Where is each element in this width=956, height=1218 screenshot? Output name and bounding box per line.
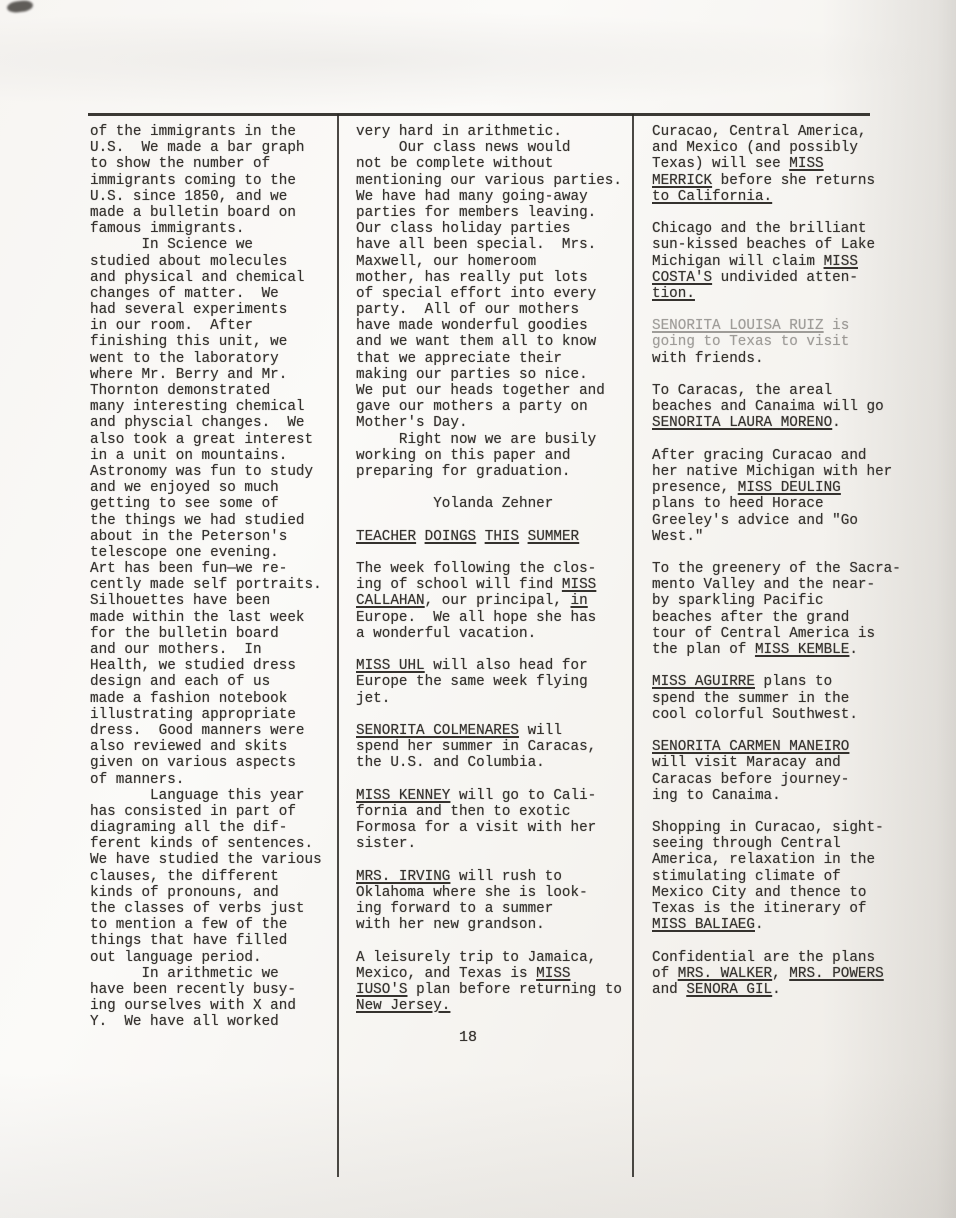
- text-line: illustrating appropriate: [90, 706, 296, 723]
- text-line: Europe the same week flying: [356, 674, 588, 691]
- text-line: a wonderful vacation.: [356, 625, 537, 642]
- text-line: [652, 367, 954, 383]
- text-line: parties for members leaving.: [356, 204, 597, 221]
- text-line: the things we had studied: [90, 512, 305, 529]
- text-line: cool colorful Southwest.: [652, 706, 858, 723]
- text-line: mento Valley and the near-: [652, 577, 876, 594]
- text-line: We put our heads together and: [356, 383, 605, 399]
- text-line: Our class holiday parties: [356, 221, 571, 238]
- scan-smudge-mark: [6, 0, 33, 14]
- column-class-news-and-teacher-doings: [356, 124, 634, 1014]
- text-line: Our class news would: [356, 140, 571, 157]
- text-line: seeing through Central: [652, 836, 841, 853]
- text-line: also took a great interest: [90, 431, 314, 448]
- text-line: to mention a few of the: [90, 917, 288, 934]
- text-line: for the bulletin board: [90, 625, 279, 642]
- text-line: [356, 933, 634, 949]
- text-line: MRS. IRVING will rush to: [356, 868, 562, 885]
- text-line: MISS AGUIRRE plans to: [652, 674, 833, 691]
- text-line: [356, 852, 634, 868]
- text-line: In arithmetic we: [90, 965, 279, 982]
- text-line: stimulating climate of: [652, 868, 841, 885]
- text-line: Confidential are the plans: [652, 949, 876, 966]
- text-line: made within the last week: [90, 609, 305, 626]
- text-line: IUSO'S plan before returning to: [356, 981, 622, 998]
- text-line: Texas is the itinerary of: [652, 901, 867, 917]
- text-line: has consisted in part of: [90, 803, 296, 820]
- text-line: of manners.: [90, 771, 185, 788]
- text-line: finishing this unit, we: [90, 334, 288, 351]
- text-line: [652, 658, 954, 674]
- text-line: ferent kinds of sentences.: [90, 836, 314, 853]
- text-line: [652, 933, 954, 949]
- text-line: ing ourselves with X and: [90, 998, 296, 1015]
- text-line: cently made self portraits.: [90, 577, 322, 594]
- text-line: mentioning our various parties.: [356, 172, 622, 189]
- text-line: Mexico City and thence to: [652, 884, 867, 901]
- text-line: tion.: [652, 285, 695, 302]
- text-line: Shopping in Curacao, sight-: [652, 820, 884, 837]
- text-line: Michigan will claim MISS: [652, 253, 858, 270]
- text-line: Chicago and the brilliant: [652, 221, 867, 238]
- text-line: in a unit on mountains.: [90, 447, 288, 464]
- text-line: MISS KENNEY will go to Cali-: [356, 787, 597, 804]
- text-line: the plan of MISS KEMBLE.: [652, 642, 858, 658]
- text-line: Right now we are busily: [356, 431, 597, 448]
- text-line: U.S. We made a bar graph: [90, 140, 305, 157]
- text-line: SENORITA CARMEN MANEIRO: [652, 739, 850, 756]
- text-line: famous immigrants.: [90, 221, 245, 238]
- text-line: and Mexico (and possibly: [652, 140, 858, 157]
- text-line: changes of matter. We: [90, 285, 279, 302]
- text-line: [652, 205, 954, 221]
- text-line: of special effort into every: [356, 285, 597, 302]
- text-line: of the immigrants in the: [90, 124, 296, 140]
- text-line: West.": [652, 528, 704, 545]
- text-line: ing of school will find MISS: [356, 577, 597, 594]
- text-line: U.S. since 1850, and we: [90, 188, 288, 205]
- text-line: diagraming all the dif-: [90, 820, 288, 837]
- text-line: had several experiments: [90, 302, 288, 319]
- text-line: sun-kissed beaches of Lake: [652, 237, 876, 254]
- text-line: [356, 513, 634, 529]
- text-line: Texas) will see MISS: [652, 156, 824, 173]
- text-line: Greeley's advice and "Go: [652, 512, 858, 529]
- text-line: preparing for graduation.: [356, 463, 571, 480]
- text-line: plans to heed Horace: [652, 496, 824, 513]
- text-line: Thornton demonstrated: [90, 383, 271, 399]
- text-line: also reviewed and skits: [90, 739, 288, 756]
- text-line: and SENORA GIL.: [652, 981, 781, 998]
- text-line: to show the number of: [90, 156, 271, 173]
- text-line: [356, 707, 634, 723]
- text-line: Curacao, Central America,: [652, 124, 867, 140]
- text-line: working on this paper and: [356, 447, 571, 464]
- text-line: with her new grandson.: [356, 917, 545, 934]
- text-line: and physcial changes. We: [90, 415, 305, 432]
- text-line: to California.: [652, 188, 773, 205]
- text-line: sister.: [356, 836, 417, 853]
- text-line: the classes of verbs just: [90, 901, 305, 917]
- text-line: [652, 723, 954, 739]
- text-line: gave our mothers a party on: [356, 399, 588, 416]
- text-line: Maxwell, our homeroom: [356, 253, 537, 270]
- text-line: and our mothers. In: [90, 642, 262, 658]
- text-line: Yolanda Zehner: [356, 496, 554, 513]
- text-line: and physical and chemical: [90, 269, 305, 286]
- text-line: given on various aspects: [90, 755, 296, 772]
- text-line: [356, 772, 634, 788]
- text-line: New Jersey.: [356, 998, 451, 1015]
- text-line: Europe. We all hope she has: [356, 609, 597, 626]
- text-line: COSTA'S undivided atten-: [652, 269, 858, 286]
- text-line: We have had many going-away: [356, 188, 588, 205]
- text-line: Silhouettes have been: [90, 593, 271, 610]
- text-line: about in the Peterson's: [90, 528, 288, 545]
- text-line: beaches after the grand: [652, 609, 850, 626]
- text-line: ing to Canaima.: [652, 787, 781, 804]
- text-line: [356, 642, 634, 658]
- text-line: made a fashion notebook: [90, 690, 288, 707]
- text-line: not be complete without: [356, 156, 554, 173]
- text-line: beaches and Canaima will go: [652, 399, 884, 416]
- text-line: To the greenery of the Sacra-: [652, 561, 901, 578]
- text-line: CALLAHAN, our principal, in: [356, 593, 588, 610]
- text-line: by sparkling Pacific: [652, 593, 824, 610]
- text-line: telescope one evening.: [90, 544, 279, 561]
- text-line: Y. We have all worked: [90, 1014, 279, 1031]
- text-line: making our parties so nice.: [356, 366, 588, 383]
- text-line: have made wonderful goodies: [356, 318, 588, 335]
- text-line: and we want them all to know: [356, 334, 597, 351]
- text-line: Language this year: [90, 787, 305, 804]
- text-line: made a bulletin board on: [90, 204, 296, 221]
- text-line: very hard in arithmetic.: [356, 124, 562, 140]
- text-line: clauses, the different: [90, 868, 279, 885]
- text-line: A leisurely trip to Jamaica,: [356, 949, 597, 966]
- text-line: SENORITA LOUISA RUIZ is: [652, 318, 850, 335]
- text-line: The week following the clos-: [356, 561, 597, 578]
- text-line: studied about molecules: [90, 253, 288, 270]
- text-line: [652, 804, 954, 820]
- text-line: getting to see some of: [90, 496, 279, 513]
- text-line: out language period.: [90, 949, 262, 966]
- text-line: presence, MISS DEULING: [652, 480, 841, 497]
- text-line: will visit Maracay and: [652, 755, 841, 772]
- text-line: where Mr. Berry and Mr.: [90, 366, 288, 383]
- text-line: have all been special. Mrs.: [356, 237, 597, 254]
- column-teacher-doings-continued: [652, 124, 954, 998]
- text-line: Health, we studied dress: [90, 658, 296, 675]
- text-line: To Caracas, the areal: [652, 383, 833, 399]
- text-line: that we appreciate their: [356, 350, 562, 367]
- text-line: mother, has really put lots: [356, 269, 588, 286]
- text-line: have been recently busy-: [90, 981, 296, 998]
- column-class-news-left: [90, 124, 340, 1031]
- text-line: her native Michigan with her: [652, 463, 893, 480]
- text-line: MISS BALIAEG.: [652, 917, 764, 934]
- text-line: Caracas before journey-: [652, 771, 850, 788]
- text-line: After gracing Curacao and: [652, 447, 867, 464]
- text-line: [652, 432, 954, 448]
- text-line: kinds of pronouns, and: [90, 884, 279, 901]
- text-line: Oklahoma where she is look-: [356, 884, 588, 901]
- text-line: in our room. After: [90, 318, 254, 335]
- text-line: many interesting chemical: [90, 399, 305, 416]
- page-number: 18: [459, 1029, 478, 1046]
- text-line: [652, 302, 954, 318]
- text-line: In Science we: [90, 237, 254, 254]
- text-line: fornia and then to exotic: [356, 803, 571, 820]
- text-line: of MRS. WALKER, MRS. POWERS: [652, 965, 884, 982]
- text-line: design and each of us: [90, 674, 271, 691]
- text-line: Astronomy was fun to study: [90, 463, 314, 480]
- text-line: SENORITA COLMENARES will: [356, 722, 562, 739]
- text-line: [356, 545, 634, 561]
- text-line: party. All of our mothers: [356, 302, 580, 319]
- text-line: tour of Central America is: [652, 625, 876, 642]
- text-line: and we enjoyed so much: [90, 480, 279, 497]
- text-line: with friends.: [652, 350, 764, 367]
- text-line: immigrants coming to the: [90, 172, 296, 189]
- text-line: dress. Good manners were: [90, 722, 305, 739]
- top-horizontal-rule: [88, 113, 870, 116]
- text-line: Mother's Day.: [356, 415, 468, 432]
- text-line: spend the summer in the: [652, 690, 850, 707]
- text-line: the U.S. and Columbia.: [356, 755, 545, 772]
- text-line: jet.: [356, 690, 391, 707]
- text-line: spend her summer in Caracas,: [356, 739, 597, 756]
- text-line: went to the laboratory: [90, 350, 279, 367]
- text-line: MISS UHL will also head for: [356, 658, 588, 675]
- text-line: Formosa for a visit with her: [356, 820, 597, 837]
- text-line: America, relaxation in the: [652, 852, 876, 869]
- text-line: We have studied the various: [90, 852, 322, 869]
- text-line: Mexico, and Texas is MISS: [356, 965, 571, 982]
- text-line: SENORITA LAURA MORENO.: [652, 415, 841, 432]
- text-line: ing forward to a summer: [356, 901, 554, 917]
- text-line: [652, 545, 954, 561]
- text-line: TEACHER DOINGS THIS SUMMER: [356, 528, 580, 545]
- text-line: things that have filled: [90, 933, 288, 950]
- text-line: MERRICK before she returns: [652, 172, 876, 189]
- text-line: [356, 480, 634, 496]
- text-line: Art has been fun—we re-: [90, 561, 288, 578]
- text-line: going to Texas to visit: [652, 334, 850, 351]
